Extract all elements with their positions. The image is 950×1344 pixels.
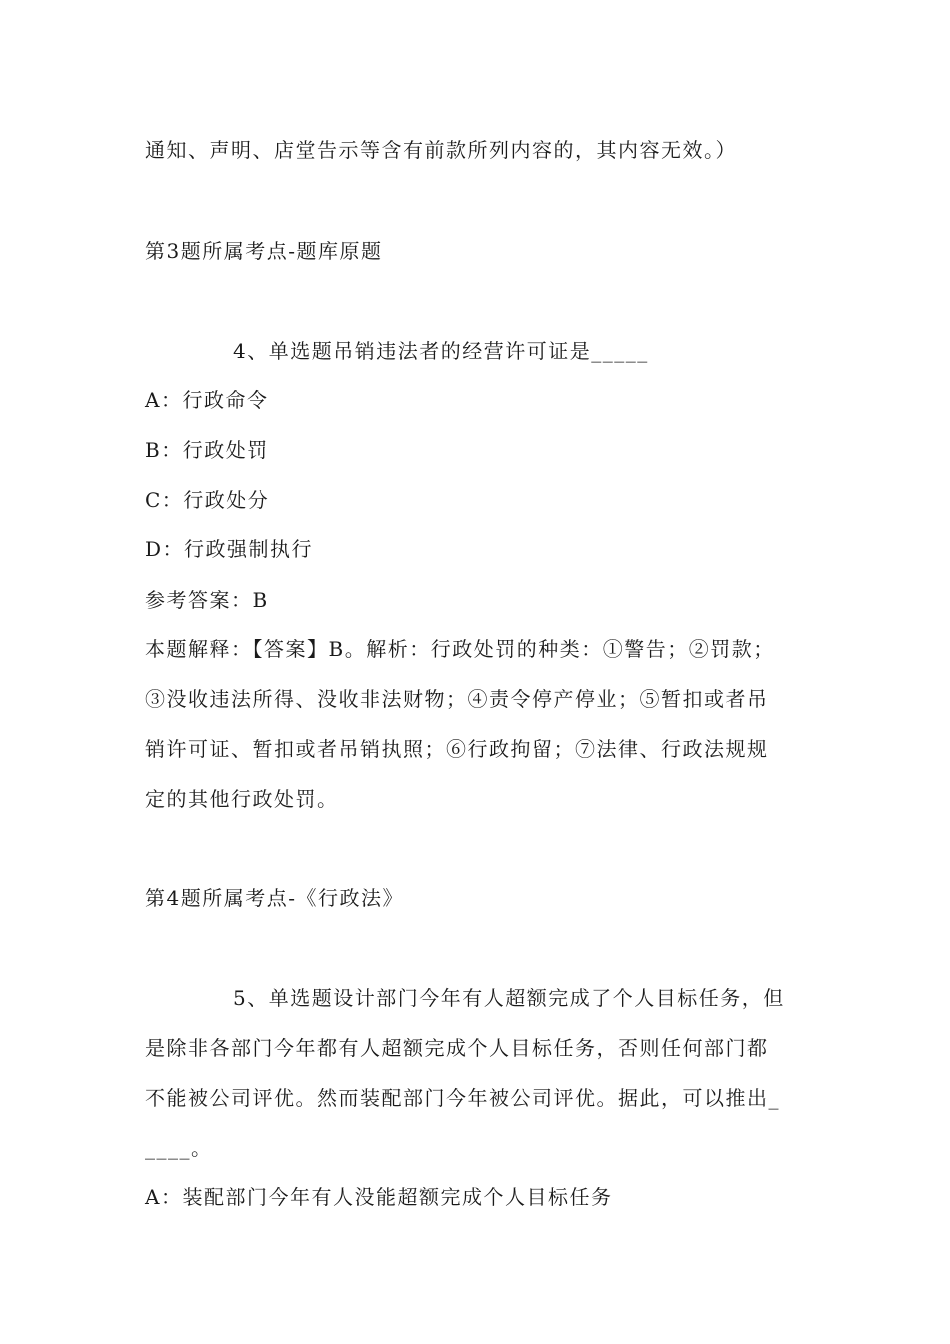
question-4-option-a: A：行政命令 [145,388,269,412]
question-4-answer: 参考答案：B [145,588,269,612]
question-4-knowledge-point: 第4题所属考点-《行政法》 [145,886,404,910]
question-5-stem-line-2: 是除非各部门今年都有人超额完成个人目标任务，否则任何部门都 [145,1036,769,1060]
question-4-explanation-line-2: ③没收违法所得、没收非法财物；④责令停产停业；⑤暂扣或者吊 [145,687,769,711]
question-5-stem-line-1: 5、单选题设计部门今年有人超额完成了个人目标任务，但 [233,986,785,1010]
question-4-explanation-line-3: 销许可证、暂扣或者吊销执照；⑥行政拘留；⑦法律、行政法规规 [145,737,769,761]
question-4-option-d: D：行政强制执行 [145,537,314,561]
question-3-knowledge-point: 第3题所属考点-题库原题 [145,239,383,263]
question-4-option-b: B：行政处罚 [145,438,269,462]
question-4-stem: 4、单选题吊销违法者的经营许可证是_____ [233,339,649,363]
question-4-explanation-line-1: 本题解释：【答案】B。解析：行政处罚的种类：①警告；②罚款； [145,637,775,661]
question-5-stem-line-4: ____。 [145,1136,213,1160]
question-5-stem-line-3: 不能被公司评优。然而装配部门今年被公司评优。据此，可以推出_ [145,1086,780,1110]
previous-question-tail: 通知、声明、店堂告示等含有前款所列内容的，其内容无效。） [145,138,737,162]
question-4-explanation-line-4: 定的其他行政处罚。 [145,787,339,811]
question-4-option-c: C：行政处分 [145,488,270,512]
question-5-option-a: A：装配部门今年有人没能超额完成个人目标任务 [145,1185,613,1209]
